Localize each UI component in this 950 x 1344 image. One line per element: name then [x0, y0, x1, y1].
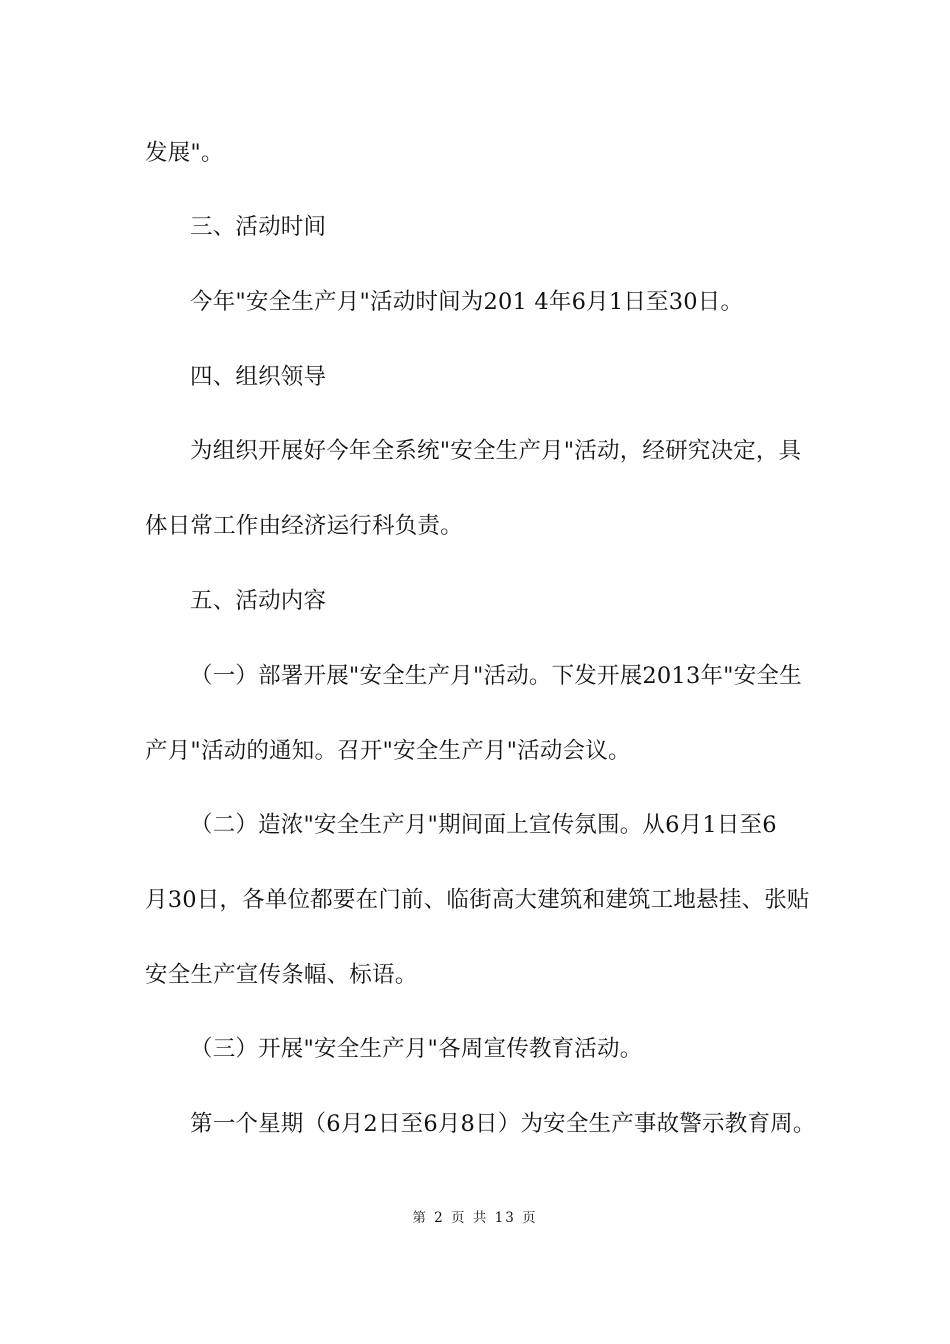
text-line-10: （二）造浓"安全生产月"期间面上宣传氛围。从6月1日至6 [190, 812, 777, 838]
text-line-8: （一）部署开展"安全生产月"活动。下发开展2013年"安全生 [190, 663, 802, 689]
text-line-14: 第一个星期（6月2日至6月8日）为安全生产事故警示教育周。 [190, 1111, 816, 1137]
section-heading-content: 五、活动内容 [190, 588, 327, 614]
section-heading-time: 三、活动时间 [190, 214, 327, 240]
text-line-5: 为组织开展好今年全系统"安全生产月"活动，经研究决定，具 [190, 438, 802, 464]
text-line-13: （三）开展"安全生产月"各周宣传教育活动。 [190, 1036, 643, 1062]
page-footer: 第 2 页 共 13 页 [412, 1210, 538, 1226]
text-line-3: 今年"安全生产月"活动时间为201 4年6月1日至30日。 [190, 289, 744, 315]
text-line-9: 产月"活动的通知。召开"安全生产月"活动会议。 [145, 738, 631, 764]
text-line-6: 体日常工作由经济运行科负责。 [145, 513, 463, 539]
text-line-11: 月30日，各单位都要在门前、临街高大建筑和建筑工地悬挂、张贴 [145, 887, 810, 913]
text-line-12: 安全生产宣传条幅、标语。 [145, 962, 418, 988]
section-heading-leadership: 四、组织领导 [190, 364, 327, 390]
text-line-1: 发展"。 [145, 140, 224, 166]
